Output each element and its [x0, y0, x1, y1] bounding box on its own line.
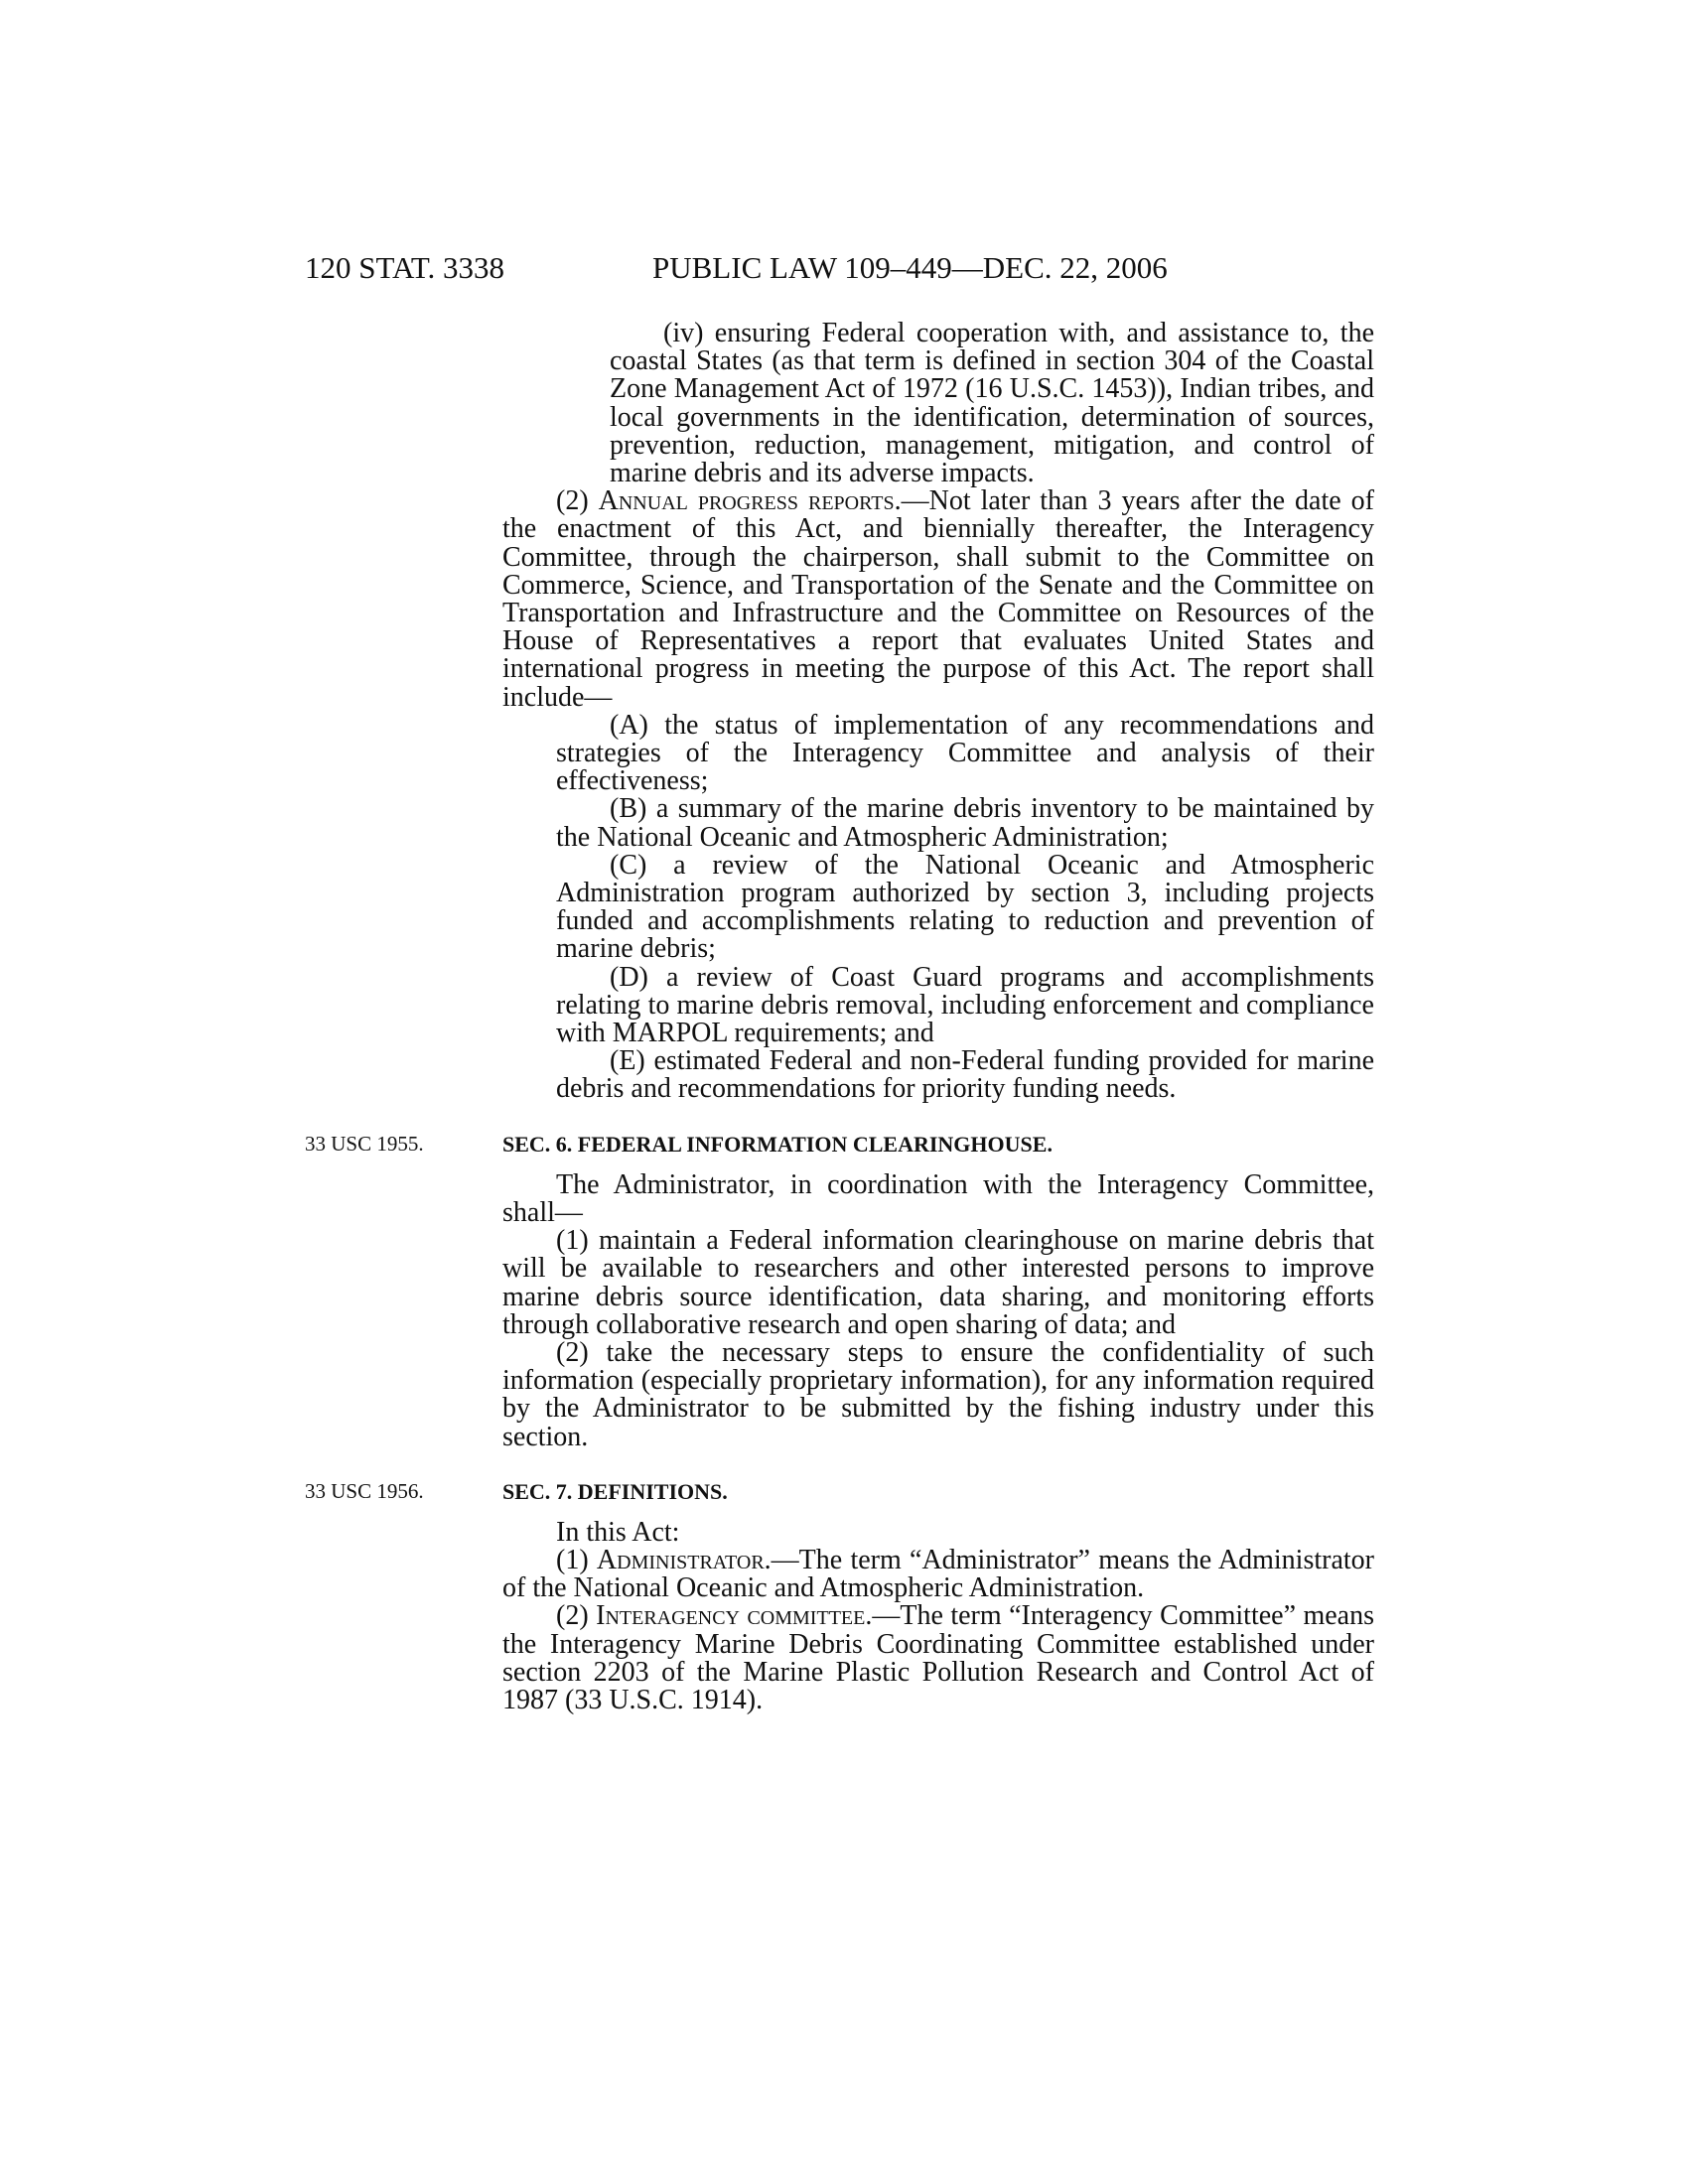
- section-6-item-2: (2) take the necessary steps to ensure the confidentiality of such information (especially proprietary information), for any information required by the Administrator to be submitted by the fishing industry under this section.: [502, 1336, 1374, 1452]
- section-heading: SEC. 7. DEFINITIONS.: [502, 1478, 728, 1504]
- section-6-intro: The Administrator, in coordination with the Interagency Committee, shall—: [502, 1168, 1374, 1228]
- definition-heading: Administrator: [596, 1544, 765, 1575]
- usc-margin-note: 33 USC 1956.: [305, 1478, 424, 1503]
- document-body: [0, 320, 1688, 1714]
- paragraph-heading: Annual progress reports: [598, 485, 895, 517]
- usc-margin-note: 33 USC 1955.: [305, 1131, 424, 1156]
- paragraph-text: .—Not later than 3 years after the date of the enactment of this Act, and biennially thereafter, the Interagency Committee, through the chairperson, shall submit to the Committee on Commerce, Science, and Transportation of the Senate and the Committee on Transportation and Infrastructure and the Committee on Resources of the House of Representatives a report that evaluates United States and international progress in meeting the purpose of this Act. The report shall include—: [502, 485, 1374, 713]
- report-item-e: (E) estimated Federal and non-Federal funding provided for marine debris and recommendations for priority funding needs.: [556, 1045, 1374, 1105]
- definition-number: (1): [556, 1544, 597, 1575]
- annual-progress-reports-paragraph: [502, 487, 1374, 712]
- section-6-item-1: (1) maintain a Federal information clearinghouse on marine debris that will be available to researchers and other interested persons to improve marine debris source identification, data sharing, and monitoring efforts through collaborative research and open sharing of data; and: [502, 1225, 1374, 1340]
- definition-administrator: [502, 1544, 1374, 1604]
- section-6-header: [0, 1130, 1688, 1158]
- page-header: [0, 250, 1688, 290]
- report-item-c: (C) a review of the National Oceanic and Atmospheric Administration program authorized by section 3, including projects funded and accomplishments relating to reduction and prevention of marine debris;: [556, 849, 1374, 965]
- definition-heading: Interagency committee: [596, 1600, 866, 1632]
- definition-interagency-committee: [502, 1602, 1374, 1714]
- report-item-a: (A) the status of implementation of any recommendations and strategies of the Interagency Committee and analysis of their effectiveness;: [556, 709, 1374, 797]
- section-heading: SEC. 6. FEDERAL INFORMATION CLEARINGHOUSE.: [502, 1131, 1053, 1157]
- section-7-header: [0, 1477, 1688, 1505]
- section-7-intro: In this Act:: [556, 1516, 680, 1548]
- report-item-b: (B) a summary of the marine debris inventory to be maintained by the National Oceanic and Atmospheric Administration;: [556, 793, 1374, 853]
- clause-iv: (iv) ensuring Federal cooperation with, and assistance to, the coastal States (as that term is defined in section 304 of the Coastal Zone Management Act of 1972 (16 U.S.C. 1453)), Indian tribes, and local governments in the identification, determination of sources, prevention, reduction, management, mitigation, and control of marine debris and its adverse impacts.: [610, 318, 1374, 489]
- running-header-title: PUBLIC LAW 109–449—DEC. 22, 2006: [652, 250, 1168, 285]
- report-item-d: (D) a review of Coast Guard programs and accomplishments relating to marine debris removal, including enforcement and compliance with MARPOL requirements; and: [556, 961, 1374, 1049]
- statute-page-reference: 120 STAT. 3338: [305, 250, 505, 285]
- definition-text: .—The term “Interagency Committee” means the Interagency Marine Debris Coordinating Committee established under section 2203 of the Marine Plastic Pollution Research and Control Act of 1987 (33 U.S.C. 1914).: [502, 1600, 1375, 1715]
- definition-text: .—The term “Administrator” means the Administrator of the National Oceanic and Atmospheric Administration.: [502, 1544, 1374, 1604]
- definition-number: (2): [556, 1600, 597, 1632]
- paragraph-number: (2): [556, 485, 599, 517]
